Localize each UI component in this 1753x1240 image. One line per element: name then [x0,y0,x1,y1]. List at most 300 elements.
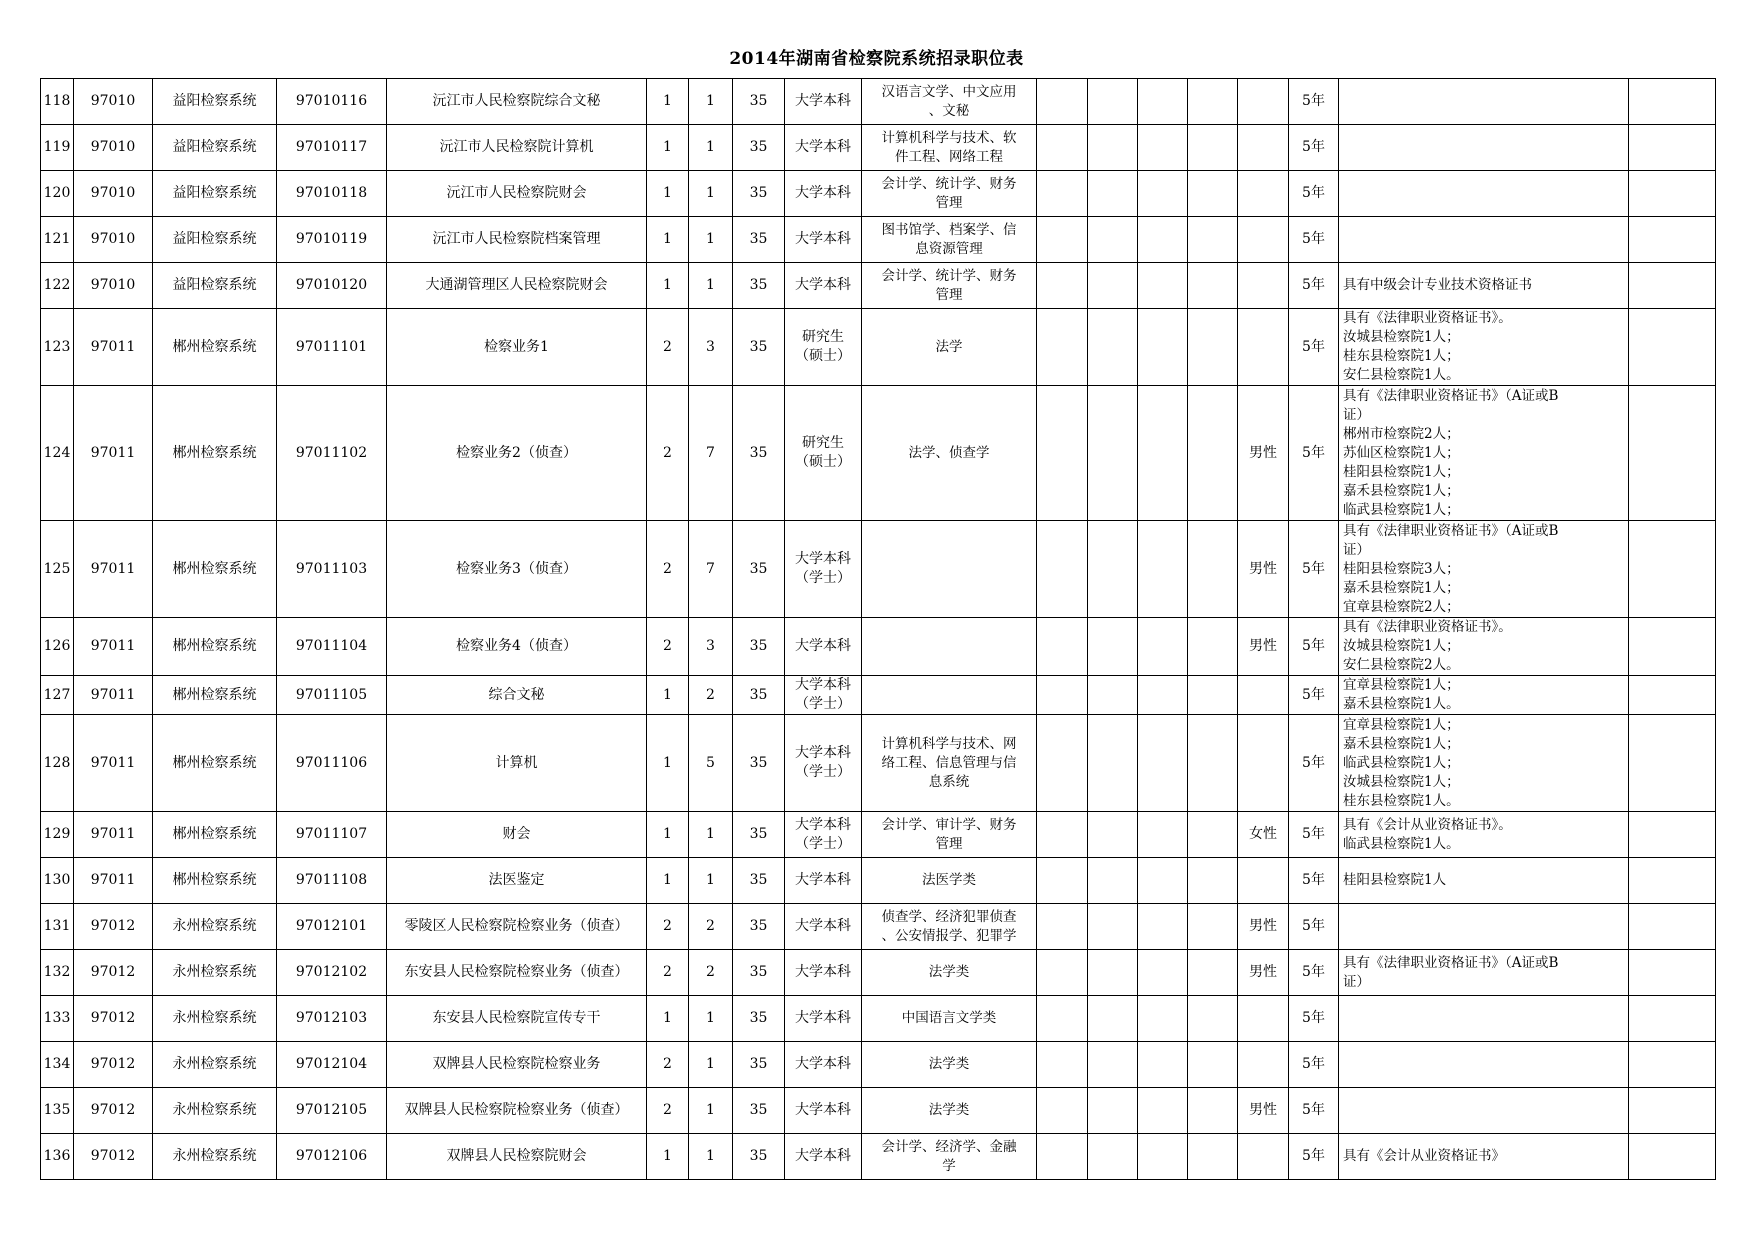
cell-age: 35 [733,950,785,996]
cell-age: 35 [733,217,785,263]
cell-notes [1339,386,1629,521]
cell-years: 5年 [1289,309,1339,386]
cell-major [862,386,1037,521]
table-row [41,618,1716,676]
cell-row-number: 127 [41,676,74,715]
cell-education [785,715,862,812]
cell-count-b: 3 [689,309,733,386]
cell-gender: 男性 [1238,904,1289,950]
cell-gender [1238,996,1289,1042]
cell-notes [1339,263,1629,309]
cell-extra-4 [1188,1134,1238,1180]
cell-years: 5年 [1289,263,1339,309]
cell-extra-2 [1088,171,1138,217]
cell-extra-4 [1188,715,1238,812]
cell-age: 35 [733,386,785,521]
cell-extra-4 [1188,263,1238,309]
cell-years: 5年 [1289,996,1339,1042]
cell-extra-2 [1088,812,1138,858]
cell-count-a: 1 [647,812,689,858]
cell-education-line: 大学本科 [795,677,851,693]
cell-extra-3 [1138,1088,1188,1134]
cell-extra-2 [1088,125,1138,171]
cell-extra-1 [1037,171,1088,217]
table-row [41,309,1716,386]
cell-system: 永州检察系统 [153,1088,277,1134]
cell-notes-line: 桂东县检察院1人。 [1343,792,1460,809]
cell-age: 35 [733,812,785,858]
cell-years: 5年 [1289,904,1339,950]
cell-gender [1238,309,1289,386]
cell-education-line: 大学本科 [795,139,851,155]
cell-system: 郴州检察系统 [153,309,277,386]
cell-notes-line: 临武县检察院1人； [1343,501,1460,518]
cell-education-line: 大学本科 [795,816,851,833]
cell-count-a: 2 [647,386,689,521]
cell-age: 35 [733,904,785,950]
cell-position-code: 97011106 [277,715,387,812]
cell-notes [1339,715,1629,812]
cell-gender [1238,715,1289,812]
cell-extra-2 [1088,996,1138,1042]
cell-extra-3 [1138,715,1188,812]
cell-system: 郴州检察系统 [153,858,277,904]
cell-system: 郴州检察系统 [153,715,277,812]
cell-row-number: 119 [41,125,74,171]
cell-extra-4 [1188,996,1238,1042]
cell-system: 永州检察系统 [153,1134,277,1180]
cell-education-line: 大学本科 [795,93,851,109]
cell-position-name: 检察业务4（侦查） [387,618,647,676]
cell-gender [1238,676,1289,715]
cell-major [862,858,1037,904]
cell-system: 郴州检察系统 [153,386,277,521]
cell-years: 5年 [1289,676,1339,715]
cell-notes-line: 临武县检察院1人。 [1343,835,1460,852]
table-row [41,386,1716,521]
cell-extra-4 [1188,1042,1238,1088]
cell-count-a: 2 [647,950,689,996]
cell-major-line: 计算机科学与技术、网 [881,735,1017,752]
cell-major [862,1134,1037,1180]
cell-years: 5年 [1289,858,1339,904]
cell-gender [1238,263,1289,309]
cell-notes-line: 苏仙区检察院1人； [1343,444,1460,461]
cell-count-b: 1 [689,1134,733,1180]
cell-notes-line: 宜章县检察院1人； [1343,677,1460,693]
cell-unit-code: 97011 [74,309,153,386]
cell-count-b: 2 [689,950,733,996]
cell-education [785,996,862,1042]
cell-position-name: 双牌县人民检察院检察业务（侦查） [387,1088,647,1134]
cell-remark [1629,904,1716,950]
cell-count-b: 2 [689,676,733,715]
cell-gender [1238,217,1289,263]
cell-education-line: 研究生 [802,329,844,345]
cell-gender: 男性 [1238,618,1289,676]
cell-position-name: 综合文秘 [387,676,647,715]
cell-notes-line: 证） [1343,541,1370,558]
cell-position-name: 计算机 [387,715,647,812]
cell-major-line: 件工程、网络工程 [895,148,1003,165]
cell-count-a: 1 [647,676,689,715]
cell-major [862,1088,1037,1134]
cell-age: 35 [733,309,785,386]
table-row [41,676,1716,715]
cell-education-line: 大学本科 [795,872,851,888]
cell-extra-3 [1138,217,1188,263]
cell-age: 35 [733,171,785,217]
cell-position-code: 97011104 [277,618,387,676]
cell-unit-code: 97012 [74,1042,153,1088]
cell-row-number: 123 [41,309,74,386]
table-row [41,79,1716,125]
cell-notes-line: 具有《法律职业资格证书》（A证或B [1343,522,1559,539]
cell-position-code: 97011107 [277,812,387,858]
cell-unit-code: 97012 [74,950,153,996]
cell-count-a: 1 [647,171,689,217]
cell-notes-line: 临武县检察院1人； [1343,754,1460,771]
table-row [41,812,1716,858]
cell-position-code: 97012104 [277,1042,387,1088]
cell-system: 益阳检察系统 [153,79,277,125]
cell-major-line: 学 [942,1157,956,1174]
cell-remark [1629,171,1716,217]
cell-count-b: 1 [689,125,733,171]
table-row [41,263,1716,309]
table-row [41,1134,1716,1180]
cell-row-number: 126 [41,618,74,676]
cell-system: 益阳检察系统 [153,125,277,171]
cell-extra-3 [1138,676,1188,715]
cell-education [785,386,862,521]
cell-notes [1339,309,1629,386]
cell-education [785,950,862,996]
cell-notes-line: 具有中级会计专业技术资格证书 [1343,277,1532,293]
cell-extra-2 [1088,309,1138,386]
cell-education-line: 大学本科 [795,1056,851,1072]
cell-extra-4 [1188,309,1238,386]
cell-major [862,263,1037,309]
cell-extra-2 [1088,950,1138,996]
cell-row-number: 131 [41,904,74,950]
cell-count-b: 1 [689,1042,733,1088]
cell-row-number: 125 [41,521,74,618]
cell-position-name: 沅江市人民检察院档案管理 [387,217,647,263]
cell-gender [1238,858,1289,904]
cell-count-a: 1 [647,217,689,263]
cell-extra-3 [1138,171,1188,217]
cell-extra-2 [1088,263,1138,309]
cell-education-line: （学士） [795,696,851,712]
cell-row-number: 129 [41,812,74,858]
cell-count-a: 1 [647,1134,689,1180]
cell-position-code: 97011102 [277,386,387,521]
cell-education-line: 大学本科 [795,231,851,247]
cell-extra-3 [1138,1134,1188,1180]
cell-notes [1339,950,1629,996]
cell-row-number: 135 [41,1088,74,1134]
positions-table [40,78,1716,1180]
cell-count-b: 3 [689,618,733,676]
cell-education-line: 大学本科 [795,277,851,293]
cell-education [785,125,862,171]
cell-major-line: 会计学、统计学、财务 [881,267,1017,284]
cell-system: 永州检察系统 [153,1042,277,1088]
cell-system: 永州检察系统 [153,950,277,996]
page-title: 2014年湖南省检察院系统招录职位表 [729,49,1024,69]
cell-remark [1629,950,1716,996]
cell-notes-line: 具有《法律职业资格证书》（A证或B [1343,387,1559,404]
cell-extra-3 [1138,125,1188,171]
cell-count-b: 1 [689,812,733,858]
cell-age: 35 [733,676,785,715]
cell-extra-1 [1037,217,1088,263]
cell-extra-2 [1088,618,1138,676]
cell-notes-line: 宜章县检察院2人； [1343,598,1460,615]
cell-extra-1 [1037,1042,1088,1088]
cell-system: 郴州检察系统 [153,676,277,715]
cell-education-line: 大学本科 [795,1010,851,1026]
cell-extra-1 [1037,79,1088,125]
cell-age: 35 [733,996,785,1042]
cell-years: 5年 [1289,217,1339,263]
cell-extra-1 [1037,618,1088,676]
cell-extra-3 [1138,521,1188,618]
cell-count-a: 1 [647,715,689,812]
cell-extra-3 [1138,950,1188,996]
cell-extra-4 [1188,812,1238,858]
cell-education-line: 大学本科 [795,1102,851,1118]
cell-major-line: 汉语言文学、中文应用 [881,83,1017,100]
cell-education-line: （学士） [795,570,851,586]
cell-row-number: 121 [41,217,74,263]
cell-education [785,1042,862,1088]
cell-years: 5年 [1289,1042,1339,1088]
cell-major-line: 息系统 [928,773,970,790]
cell-unit-code: 97011 [74,715,153,812]
cell-extra-4 [1188,676,1238,715]
cell-notes-line: 嘉禾县检察院1人； [1343,482,1460,499]
cell-position-name: 零陵区人民检察院检察业务（侦查） [387,904,647,950]
cell-unit-code: 97012 [74,1088,153,1134]
cell-extra-2 [1088,904,1138,950]
cell-unit-code: 97011 [74,521,153,618]
cell-major-line: 管理 [935,286,963,303]
cell-notes [1339,858,1629,904]
cell-major-line: 会计学、统计学、财务 [881,175,1017,192]
cell-extra-1 [1037,715,1088,812]
cell-notes-line: 具有《会计从业资格证书》 [1343,1148,1505,1164]
cell-remark [1629,521,1716,618]
cell-count-a: 2 [647,618,689,676]
cell-system: 永州检察系统 [153,904,277,950]
cell-position-name: 检察业务2（侦查） [387,386,647,521]
cell-remark [1629,676,1716,715]
cell-extra-3 [1138,309,1188,386]
cell-major [862,309,1037,386]
cell-major [862,950,1037,996]
cell-major [862,217,1037,263]
cell-count-b: 1 [689,858,733,904]
cell-unit-code: 97010 [74,217,153,263]
cell-extra-2 [1088,676,1138,715]
cell-notes [1339,217,1629,263]
table-row [41,858,1716,904]
cell-unit-code: 97012 [74,996,153,1042]
cell-education [785,521,862,618]
cell-extra-3 [1138,1042,1188,1088]
cell-extra-2 [1088,715,1138,812]
cell-remark [1629,858,1716,904]
cell-major [862,79,1037,125]
cell-education-line: （学士） [795,835,851,852]
cell-gender [1238,1134,1289,1180]
cell-major-line: 侦查学、经济犯罪侦查 [881,908,1017,925]
cell-position-name: 检察业务3（侦查） [387,521,647,618]
cell-position-name: 法医鉴定 [387,858,647,904]
cell-education-line: （硕士） [795,454,851,470]
cell-extra-2 [1088,217,1138,263]
cell-remark [1629,125,1716,171]
cell-position-code: 97011105 [277,676,387,715]
cell-gender [1238,125,1289,171]
cell-major-line: 息资源管理 [915,240,983,257]
cell-major-line: 、公安情报学、犯罪学 [881,927,1017,944]
cell-extra-1 [1037,904,1088,950]
cell-position-code: 97012106 [277,1134,387,1180]
cell-notes-line: 嘉禾县检察院1人； [1343,735,1460,752]
cell-age: 35 [733,263,785,309]
cell-remark [1629,263,1716,309]
cell-extra-2 [1088,1134,1138,1180]
cell-years: 5年 [1289,715,1339,812]
cell-extra-2 [1088,79,1138,125]
cell-education-line: 大学本科 [795,1148,851,1164]
table-row [41,171,1716,217]
cell-extra-3 [1138,618,1188,676]
cell-age: 35 [733,1088,785,1134]
cell-major [862,676,1037,715]
cell-major [862,812,1037,858]
cell-extra-3 [1138,386,1188,521]
cell-extra-3 [1138,904,1188,950]
cell-remark [1629,812,1716,858]
cell-extra-1 [1037,309,1088,386]
cell-position-name: 财会 [387,812,647,858]
cell-years: 5年 [1289,618,1339,676]
cell-position-name: 检察业务1 [387,309,647,386]
cell-notes-line: 汝城县检察院1人； [1343,773,1460,790]
cell-age: 35 [733,618,785,676]
cell-age: 35 [733,715,785,812]
cell-remark [1629,79,1716,125]
cell-row-number: 128 [41,715,74,812]
cell-position-code: 97010116 [277,79,387,125]
cell-unit-code: 97011 [74,676,153,715]
cell-extra-2 [1088,386,1138,521]
cell-age: 35 [733,1042,785,1088]
cell-years: 5年 [1289,125,1339,171]
cell-row-number: 136 [41,1134,74,1180]
cell-education [785,1088,862,1134]
cell-notes [1339,904,1629,950]
cell-extra-4 [1188,171,1238,217]
cell-position-code: 97010117 [277,125,387,171]
cell-count-b: 1 [689,1088,733,1134]
cell-extra-3 [1138,263,1188,309]
cell-notes-line: 具有《法律职业资格证书》。 [1343,310,1512,326]
cell-count-a: 2 [647,904,689,950]
cell-notes [1339,171,1629,217]
cell-unit-code: 97012 [74,904,153,950]
table-row [41,715,1716,812]
cell-position-name: 沅江市人民检察院综合文秘 [387,79,647,125]
cell-education-line: （硕士） [795,348,851,364]
cell-major-line: 、文秘 [928,102,970,119]
cell-gender [1238,79,1289,125]
cell-age: 35 [733,521,785,618]
cell-extra-3 [1138,79,1188,125]
cell-major [862,904,1037,950]
cell-unit-code: 97011 [74,812,153,858]
cell-notes [1339,1042,1629,1088]
cell-system: 益阳检察系统 [153,217,277,263]
cell-notes [1339,812,1629,858]
cell-education-line: 大学本科 [795,918,851,934]
cell-position-name: 大通湖管理区人民检察院财会 [387,263,647,309]
cell-major [862,1042,1037,1088]
cell-education [785,858,862,904]
cell-extra-3 [1138,812,1188,858]
cell-unit-code: 97011 [74,858,153,904]
cell-notes-line: 安仁县检察院2人。 [1343,657,1460,673]
cell-system: 郴州检察系统 [153,618,277,676]
cell-count-a: 2 [647,1088,689,1134]
cell-row-number: 122 [41,263,74,309]
cell-extra-1 [1037,812,1088,858]
cell-notes [1339,79,1629,125]
cell-extra-4 [1188,1088,1238,1134]
cell-notes-line: 郴州市检察院2人； [1343,425,1460,442]
cell-position-name: 沅江市人民检察院计算机 [387,125,647,171]
cell-years: 5年 [1289,1134,1339,1180]
cell-major-line: 法学类 [928,1102,970,1118]
cell-notes [1339,1134,1629,1180]
cell-major-line: 法医学类 [922,872,976,888]
table-row [41,1088,1716,1134]
cell-extra-2 [1088,521,1138,618]
cell-age: 35 [733,858,785,904]
cell-extra-1 [1037,858,1088,904]
cell-extra-4 [1188,950,1238,996]
cell-count-a: 2 [647,309,689,386]
cell-extra-4 [1188,125,1238,171]
cell-unit-code: 97010 [74,171,153,217]
table-row [41,125,1716,171]
cell-remark [1629,1088,1716,1134]
table-row [41,904,1716,950]
cell-position-code: 97012101 [277,904,387,950]
cell-remark [1629,618,1716,676]
cell-education [785,812,862,858]
cell-notes [1339,521,1629,618]
cell-position-name: 沅江市人民检察院财会 [387,171,647,217]
cell-position-name: 双牌县人民检察院财会 [387,1134,647,1180]
cell-education [785,309,862,386]
cell-count-a: 2 [647,1042,689,1088]
cell-major [862,715,1037,812]
